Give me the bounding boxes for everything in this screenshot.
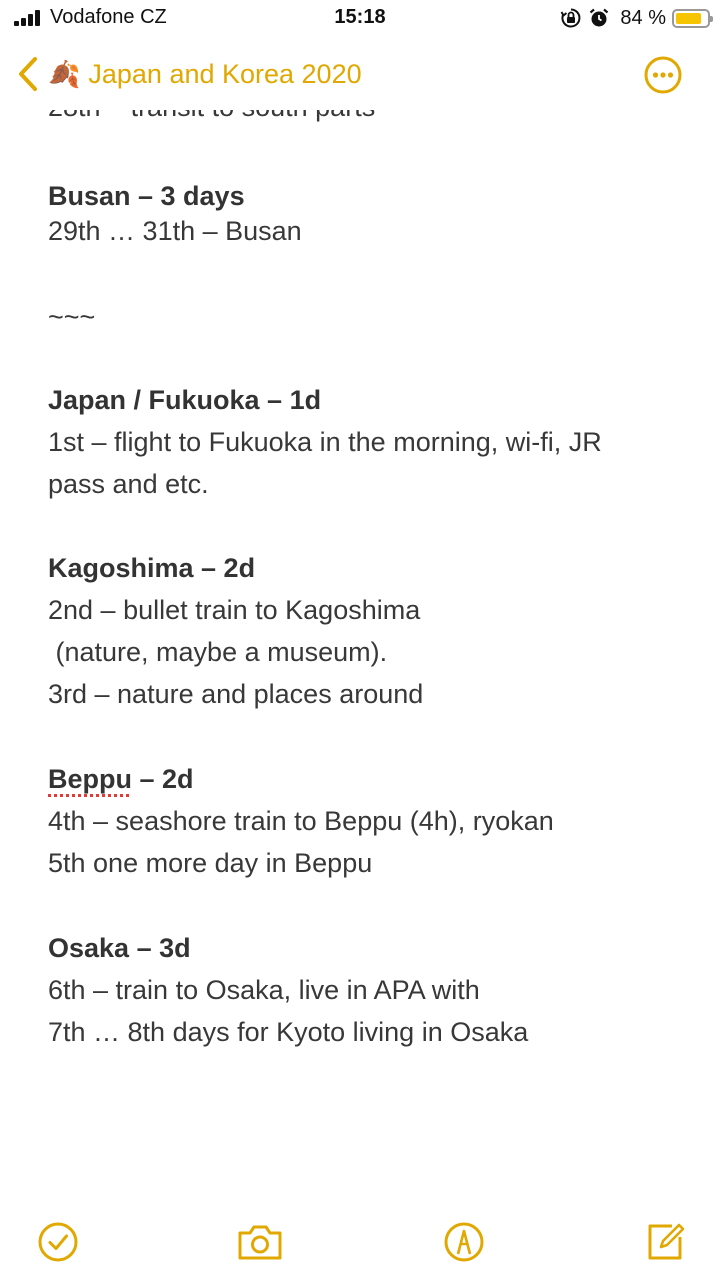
battery-percent: 84 %: [620, 6, 666, 29]
note-line: 3rd – nature and places around: [48, 679, 424, 709]
note-line: 6th – train to Osaka, live in APA with: [48, 975, 480, 1005]
note-line: 1st – flight to Fukuoka in the morning, wi-fi, JR: [48, 427, 602, 457]
camera-icon[interactable]: [236, 1220, 284, 1264]
note-line: pass and etc.: [48, 469, 209, 499]
status-time: 15:18: [334, 6, 386, 28]
more-options-button[interactable]: [644, 56, 682, 94]
status-bar: [0, 0, 720, 38]
note-heading-rest: – 2d: [132, 764, 194, 794]
battery-icon: [672, 9, 710, 28]
note-body[interactable]: [48, 72, 688, 1192]
alarm-icon: [588, 7, 610, 29]
markup-pen-icon[interactable]: [442, 1220, 486, 1264]
note-title: Japan and Korea 2020: [88, 58, 362, 89]
note-line: 2nd – bullet train to Kagoshima: [48, 595, 421, 625]
note-heading: Kagoshima – 2d: [48, 553, 256, 583]
carrier-name: Vodafone CZ: [50, 6, 167, 28]
note-heading: Busan – 3 days: [48, 181, 245, 211]
note-line: 5th one more day in Beppu: [48, 848, 373, 878]
note-heading: [48, 758, 194, 800]
note-heading: Osaka – 3d: [48, 933, 191, 963]
note-line: 29th … 31th – Busan: [48, 216, 302, 246]
note-separator: ~~~: [48, 302, 96, 332]
nav-bar: [0, 38, 720, 110]
chevron-left-icon: [16, 55, 40, 93]
compose-icon[interactable]: [644, 1220, 688, 1264]
note-line: 4th – seashore train to Beppu (4h), ryokan: [48, 806, 554, 836]
spellcheck-word[interactable]: Beppu: [48, 764, 132, 794]
note-emoji-icon: 🍂: [48, 58, 81, 89]
back-button[interactable]: [16, 52, 362, 96]
bottom-toolbar: [0, 1200, 720, 1280]
note-heading: Japan / Fukuoka – 1d: [48, 385, 322, 415]
note-line: 7th … 8th days for Kyoto living in Osaka: [48, 1017, 529, 1047]
checklist-icon[interactable]: [36, 1220, 80, 1264]
note-line: (nature, maybe a museum).: [48, 637, 388, 667]
orientation-lock-icon: [560, 7, 582, 29]
